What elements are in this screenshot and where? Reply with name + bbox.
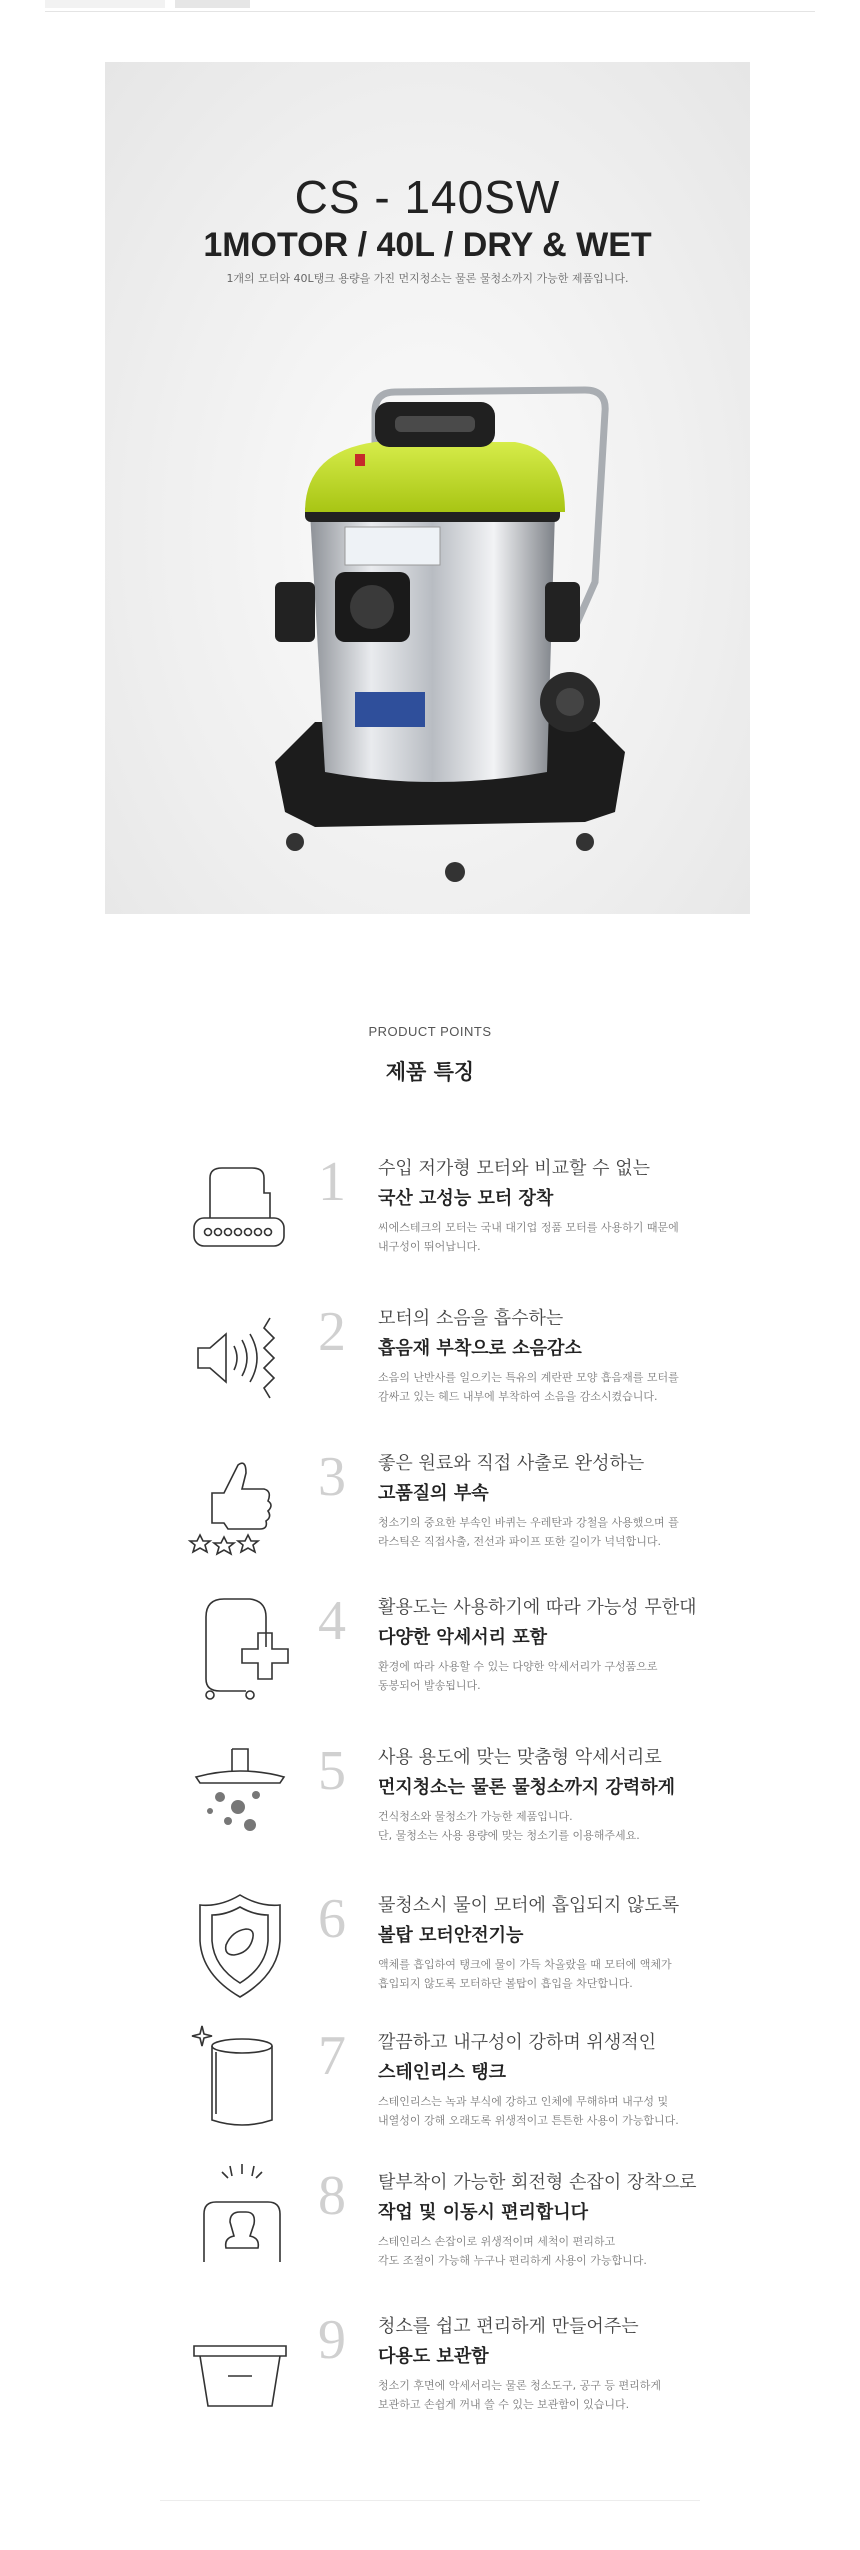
feature-number: 4 <box>318 1590 346 1652</box>
feature-headline: 수입 저가형 모터와 비교할 수 없는 <box>378 1158 651 1179</box>
feature-description-line: 액체를 흡입하여 탱크에 물이 가득 차올랐을 때 모터에 액체가 <box>378 1958 672 1971</box>
product-description: 1개의 모터와 40L탱크 용량을 가진 먼지청소는 물론 물청소까지 가능한 제품입니다. <box>226 272 629 285</box>
feature-item <box>0 2306 860 2456</box>
feature-description-line: 내구성이 뛰어납니다. <box>378 1240 481 1253</box>
hero-banner <box>105 62 750 914</box>
feature-title: 다양한 악세서리 포함 <box>378 1627 548 1648</box>
feature-headline: 탈부착이 가능한 회전형 손잡이 장착으로 <box>378 2172 697 2193</box>
product-points-title: 제품 특징 <box>385 1060 475 1084</box>
motor-icon <box>180 1148 300 1268</box>
feature-item <box>0 2022 860 2172</box>
accessory-plus-icon <box>180 1587 300 1707</box>
feature-description-line: 청소기의 중요한 부속인 바퀴는 우레탄과 강철을 사용했으며 플 <box>378 1516 679 1529</box>
feature-description-line: 동봉되어 발송됩니다. <box>378 1679 481 1692</box>
top-tab[interactable] <box>45 0 165 8</box>
feature-title: 흡음재 부착으로 소음감소 <box>378 1338 582 1359</box>
feature-description-line: 스테인리스 손잡이로 위생적이며 세척이 편리하고 <box>378 2235 616 2248</box>
feature-number: 5 <box>318 1740 346 1802</box>
feature-item <box>0 1587 860 1737</box>
feature-description-line: 스테인리스는 녹과 부식에 강하고 인체에 무해하며 내구성 및 <box>378 2095 669 2108</box>
shield-icon <box>180 1885 300 2005</box>
feature-number: 6 <box>318 1888 346 1950</box>
feature-description-line: 내열성이 강해 오래도록 위생적이고 튼튼한 사용이 가능합니다. <box>378 2114 679 2127</box>
feature-description <box>378 2232 708 2270</box>
feature-description-line: 흡입되지 않도록 모터하단 볼탑이 흡입을 차단합니다. <box>378 1977 633 1990</box>
feature-item <box>0 1443 860 1593</box>
feature-headline: 활용도는 사용하기에 따라 가능성 무한대 <box>378 1597 697 1618</box>
feature-description-line: 청소기 후면에 악세서리는 물론 청소도구, 공구 등 편리하게 <box>378 2379 661 2392</box>
feature-number: 7 <box>318 2025 346 2087</box>
feature-headline: 청소를 쉽고 편리하게 만들어주는 <box>378 2316 639 2337</box>
feature-item <box>0 1298 860 1448</box>
feature-description <box>378 1657 708 1695</box>
feature-title: 스테인리스 탱크 <box>378 2062 506 2083</box>
feature-description <box>378 1807 708 1845</box>
feature-headline: 물청소시 물이 모터에 흡입되지 않도록 <box>378 1895 680 1916</box>
feature-description-line: 씨에스테크의 모터는 국내 대기업 정품 모터를 사용하기 때문에 <box>378 1221 679 1234</box>
feature-item <box>0 1737 860 1887</box>
feature-item <box>0 1885 860 2035</box>
wet-dry-nozzle-icon <box>180 1737 300 1857</box>
feature-description <box>378 2092 708 2130</box>
top-tab-bar <box>45 0 815 12</box>
feature-title: 볼탑 모터안전기능 <box>378 1925 524 1946</box>
feature-description <box>378 1368 708 1406</box>
feature-number: 8 <box>318 2165 346 2227</box>
feature-description-line: 단, 물청소는 사용 용량에 맞는 청소기를 이용해주세요. <box>378 1829 640 1842</box>
feature-title: 작업 및 이동시 편리합니다 <box>378 2202 589 2223</box>
product-points-label: PRODUCT POINTS <box>368 1024 492 1039</box>
feature-description <box>378 1513 708 1551</box>
feature-item <box>0 1148 860 1298</box>
steel-tank-icon <box>180 2022 300 2142</box>
feature-number: 9 <box>318 2309 346 2371</box>
feature-description-line: 라스틱은 직접사출, 전선과 파이프 또한 길이가 넉넉합니다. <box>378 1535 661 1548</box>
feature-description-line: 감싸고 있는 헤드 내부에 부착하여 소음을 감소시켰습니다. <box>378 1390 658 1403</box>
feature-description-line: 소음의 난반사를 일으키는 특유의 계란판 모양 흡음재를 모터를 <box>378 1371 679 1384</box>
bottom-divider <box>160 2500 700 2501</box>
thumbs-up-icon <box>180 1443 300 1563</box>
vacuum-cleaner-image <box>255 372 695 892</box>
feature-title: 먼지청소는 물론 물청소까지 강력하게 <box>378 1777 676 1798</box>
feature-description <box>378 2376 708 2414</box>
storage-box-icon <box>180 2306 300 2426</box>
feature-title: 국산 고성능 모터 장착 <box>378 1188 554 1209</box>
feature-description-line: 보관하고 손쉽게 꺼내 쓸 수 있는 보관함이 있습니다. <box>378 2398 630 2411</box>
top-tab-active[interactable] <box>175 0 250 8</box>
feature-description <box>378 1218 708 1256</box>
feature-title: 고품질의 부속 <box>378 1483 489 1504</box>
feature-title: 다용도 보관함 <box>378 2346 489 2367</box>
feature-description <box>378 1955 708 1993</box>
feature-description-line: 환경에 따라 사용할 수 있는 다양한 악세서리가 구성품으로 <box>378 1660 658 1673</box>
feature-item <box>0 2162 860 2312</box>
feature-headline: 깔끔하고 내구성이 강하며 위생적인 <box>378 2032 656 2053</box>
product-spec-subtitle: 1MOTOR / 40L / DRY & WET <box>203 226 652 264</box>
feature-number: 3 <box>318 1446 346 1508</box>
feature-headline: 사용 용도에 맞는 맞춤형 악세서리로 <box>378 1747 662 1768</box>
sound-absorb-icon <box>180 1298 300 1418</box>
feature-number: 1 <box>318 1151 346 1213</box>
handle-icon <box>180 2162 300 2282</box>
feature-headline: 좋은 원료와 직접 사출로 완성하는 <box>378 1453 645 1474</box>
feature-description-line: 건식청소와 물청소가 가능한 제품입니다. <box>378 1810 573 1823</box>
feature-headline: 모터의 소음을 흡수하는 <box>378 1308 564 1329</box>
product-model-title: CS - 140SW <box>294 171 561 223</box>
feature-number: 2 <box>318 1301 346 1363</box>
feature-description-line: 각도 조절이 가능해 누구나 편리하게 사용이 가능합니다. <box>378 2254 647 2267</box>
